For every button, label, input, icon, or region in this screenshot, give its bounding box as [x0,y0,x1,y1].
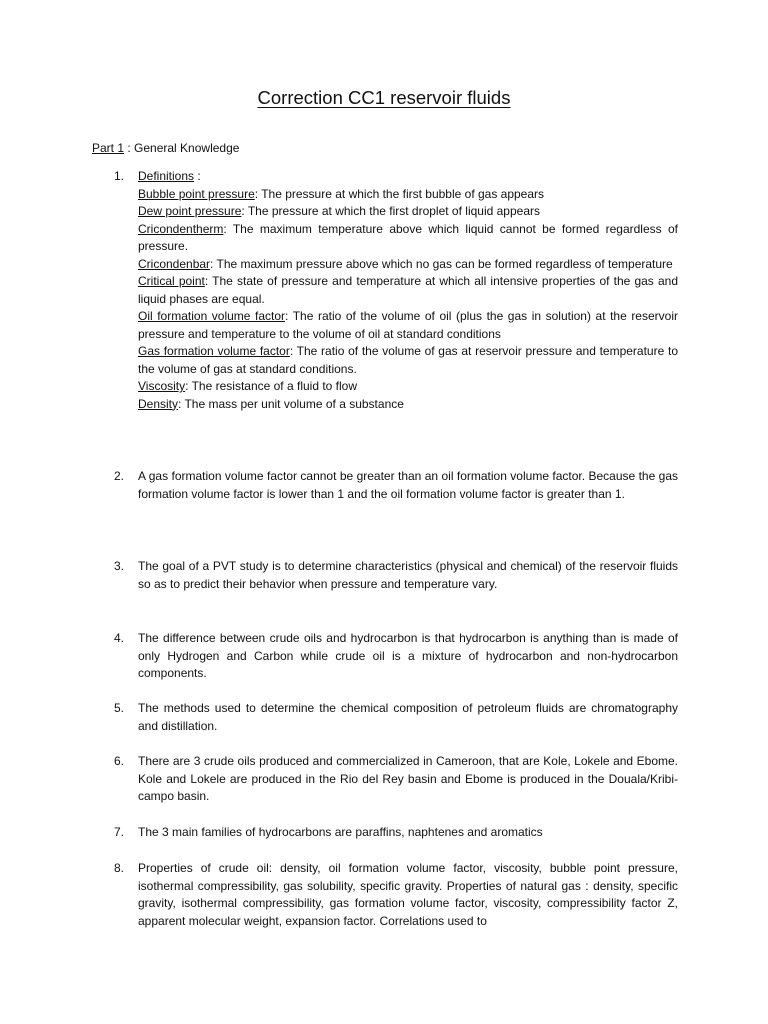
item-text: There are 3 crude oils produced and commercialized in Cameroon, that are Kole, Lokele and Ebome. Kole and Lokele are produced in the Rio del Rey basin and Ebome is produced in the Douala/Kribi-campo basin. [138,754,678,803]
definition-gas-fvf: Gas formation volume factor: The ratio of the volume of gas at reservoir pressure and temperature to the volume of gas at standard conditions. [138,344,678,376]
part-name: General Knowledge [134,141,240,155]
definition-cricondentherm: Cricondentherm: The maximum temperature above which liquid cannot be formed regardless of pressure. [138,221,678,253]
part-heading [92,140,239,158]
item-number: 3. [114,559,125,573]
definition-cricondenbar: Cricondenbar: The maximum pressure above which no gas can be formed regardless of temperature [138,256,673,271]
item-number: 5. [114,701,125,715]
definition-bubble-point: Bubble point pressure: The pressure at which the first bubble of gas appears [138,186,545,201]
item-number: 7. [114,825,125,839]
definition-critical-point: Critical point: The state of pressure and temperature at which all intensive properties of the gas and liquid phases are equal. [138,274,678,306]
part-label: Part 1 [92,141,125,155]
item-text: A gas formation volume factor cannot be greater than an oil formation volume factor. Because the gas formation volume factor is lower than 1 and the oil formation volume factor is greater than 1. [138,469,678,501]
document-title: Correction CC1 reservoir fluids [257,87,511,108]
definition-viscosity: Viscosity: The resistance of a fluid to flow [138,379,358,393]
item-text: The 3 main families of hydrocarbons are paraffins, naphtenes and aromatics [138,825,543,839]
item-number: 2. [114,469,125,483]
definition-density: Density: The mass per unit volume of a substance [138,396,404,411]
part-separator: : [124,141,135,155]
definitions-block [138,168,678,413]
item-text: Properties of crude oil: density, oil formation volume factor, viscosity, bubble point pressure, isothermal compressibility, gas solubility, specific gravity. Properties of natural gas : density, specific gravity, isothermal compressibility, gas formation volume factor, viscosity, compressibility factor Z, apparent molecular weight, expansion factor. Correlations used to [138,861,678,928]
item-number: 8. [114,861,125,875]
definitions-heading: Definitions : [138,169,201,183]
item-text: The difference between crude oils and hydrocarbon is that hydrocarbon is anything than is made of only Hydrogen and Carbon while crude oil is a mixture of hydrocarbon and non-hydrocarbon components. [138,631,678,680]
item-text: The goal of a PVT study is to determine characteristics (physical and chemical) of the reservoir fluids so as to predict their behavior when pressure and temperature vary. [138,559,678,591]
item-text: The methods used to determine the chemical composition of petroleum fluids are chromatography and distillation. [138,701,678,733]
item-number: 4. [114,631,125,645]
item-number: 1. [114,169,125,183]
definition-dew-point: Dew point pressure: The pressure at which the first droplet of liquid appears [138,204,540,218]
definition-oil-fvf: Oil formation volume factor: The ratio of the volume of oil (plus the gas in solution) at the reservoir pressure and temperature to the volume of oil at standard conditions [138,309,678,341]
item-number: 6. [114,754,125,768]
